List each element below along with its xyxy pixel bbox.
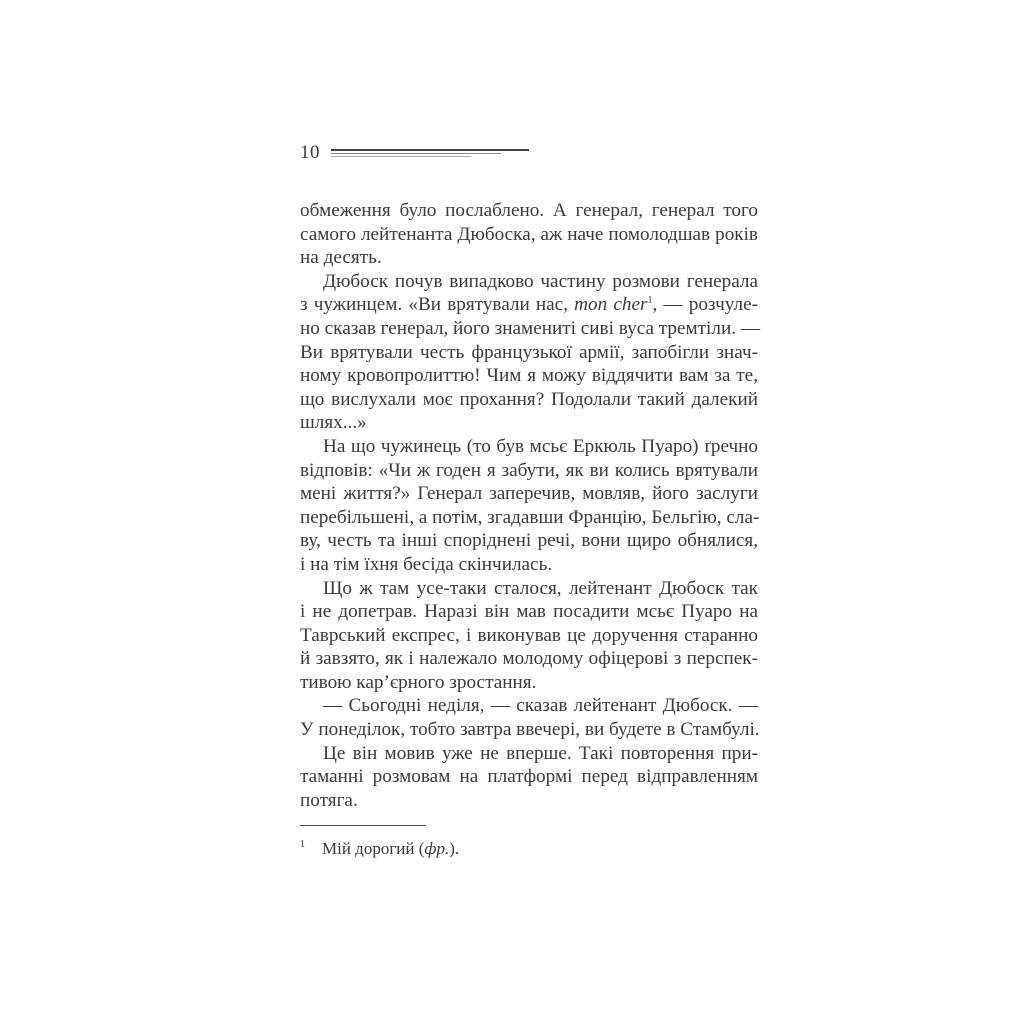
text-line xyxy=(300,671,758,695)
line-text: ву, честь та інші споріднені речі, вони щиро обнялися, xyxy=(300,530,758,552)
text-line xyxy=(300,459,758,483)
body-text xyxy=(300,199,761,812)
line-text: На що чужинець (то був мсьє Еркюль Пуаро) ґречно xyxy=(323,435,758,457)
footnote xyxy=(300,834,459,860)
text-line xyxy=(300,341,758,365)
page-number: 10 xyxy=(300,142,320,163)
line-text: і на тім їхня бесіда скінчилась. xyxy=(300,553,553,575)
text-line xyxy=(300,482,758,506)
text-line xyxy=(300,270,758,294)
line-text: таманні розмовам на платформі перед відправленням xyxy=(300,766,758,788)
line-text: на десять. xyxy=(300,247,382,269)
line-text: самого лейтенанта Дюбоска, аж наче помолодшав років xyxy=(300,223,758,245)
line-text: Це він мовив уже не вперше. Такі повторення при- xyxy=(323,742,758,764)
line-text: шлях...» xyxy=(300,412,367,434)
text-line xyxy=(300,364,758,388)
footnote-text: Мій дорогий ( xyxy=(322,839,425,858)
line-text: і не допетрав. Наразі він мав посадити мсьє Пуаро на xyxy=(300,601,758,623)
text-line xyxy=(300,600,758,624)
text-line xyxy=(300,694,758,718)
line-text: — Сьогодні неділя, — сказав лейтенант Дюбоск. — xyxy=(323,695,758,717)
footnote-abbrev: фр. xyxy=(424,839,450,858)
line-text: У понеділок, тобто завтра ввечері, ви будете в Стамбулі. xyxy=(300,719,760,741)
line-text: відповів: «Чи ж годен я забути, як ви колись врятували xyxy=(300,459,758,481)
book-page xyxy=(300,138,761,858)
text-line xyxy=(300,223,758,247)
text-line xyxy=(300,506,758,530)
line-text: що вислухали моє прохання? Подолали такий далекий xyxy=(300,388,758,410)
text-line xyxy=(300,317,761,341)
line-text: Ви врятували честь французької армії, запобігли знач- xyxy=(300,341,758,363)
line-text: перебільшені, а потім, згадавши Францію, Бельгію, сла- xyxy=(300,506,760,528)
footnote-text-end: ). xyxy=(449,839,460,858)
header-rule xyxy=(331,153,501,154)
line-text: обмеження було послаблено. А генерал, генерал того xyxy=(300,200,758,221)
foreign-phrase: mon cher xyxy=(574,294,648,316)
line-text: потяга. xyxy=(300,789,358,811)
text-line xyxy=(300,199,758,223)
footnote-number: 1 xyxy=(300,839,305,850)
text-line xyxy=(300,742,758,766)
line-text: й завзято, як і належало молодому офіцерові з перспек- xyxy=(300,648,758,670)
text-line xyxy=(300,765,758,789)
text-line xyxy=(300,577,758,601)
text-line xyxy=(300,246,758,270)
text-line xyxy=(300,529,758,553)
text-line xyxy=(300,647,758,671)
line-text: но сказав генерал, його знамениті сиві вуса тремтіли. — xyxy=(300,317,761,339)
text-line xyxy=(300,411,758,435)
footnote-separator xyxy=(300,825,426,826)
header-rule xyxy=(331,149,529,151)
text-line xyxy=(300,789,758,813)
line-text: Дюбоск почув випадково частину розмови генерала xyxy=(323,270,758,292)
text-line xyxy=(300,718,758,742)
line-text: , — розчуле- xyxy=(652,294,759,316)
text-line xyxy=(300,435,758,459)
line-text: тивою кар’єрного зростання. xyxy=(300,671,537,693)
running-head xyxy=(300,138,758,168)
text-line xyxy=(300,388,758,412)
line-text: ному кровопролиттю! Чим я можу віддячити вам за те, xyxy=(300,365,758,387)
header-rule xyxy=(331,156,471,157)
line-text: Таврський експрес, і виконував це доручення старанно xyxy=(300,624,758,646)
text-line xyxy=(300,624,758,648)
line-text: мені життя?» Генерал заперечив, мовляв, його заслуги xyxy=(300,483,758,505)
line-text: з чужинцем. «Ви врятували нас, xyxy=(300,294,575,316)
line-text: Що ж там усе-таки сталося, лейтенант Дюбоск так xyxy=(323,577,758,599)
footnote-reference[interactable]: 1 xyxy=(647,295,653,307)
text-line xyxy=(300,553,758,577)
text-line xyxy=(300,293,758,317)
